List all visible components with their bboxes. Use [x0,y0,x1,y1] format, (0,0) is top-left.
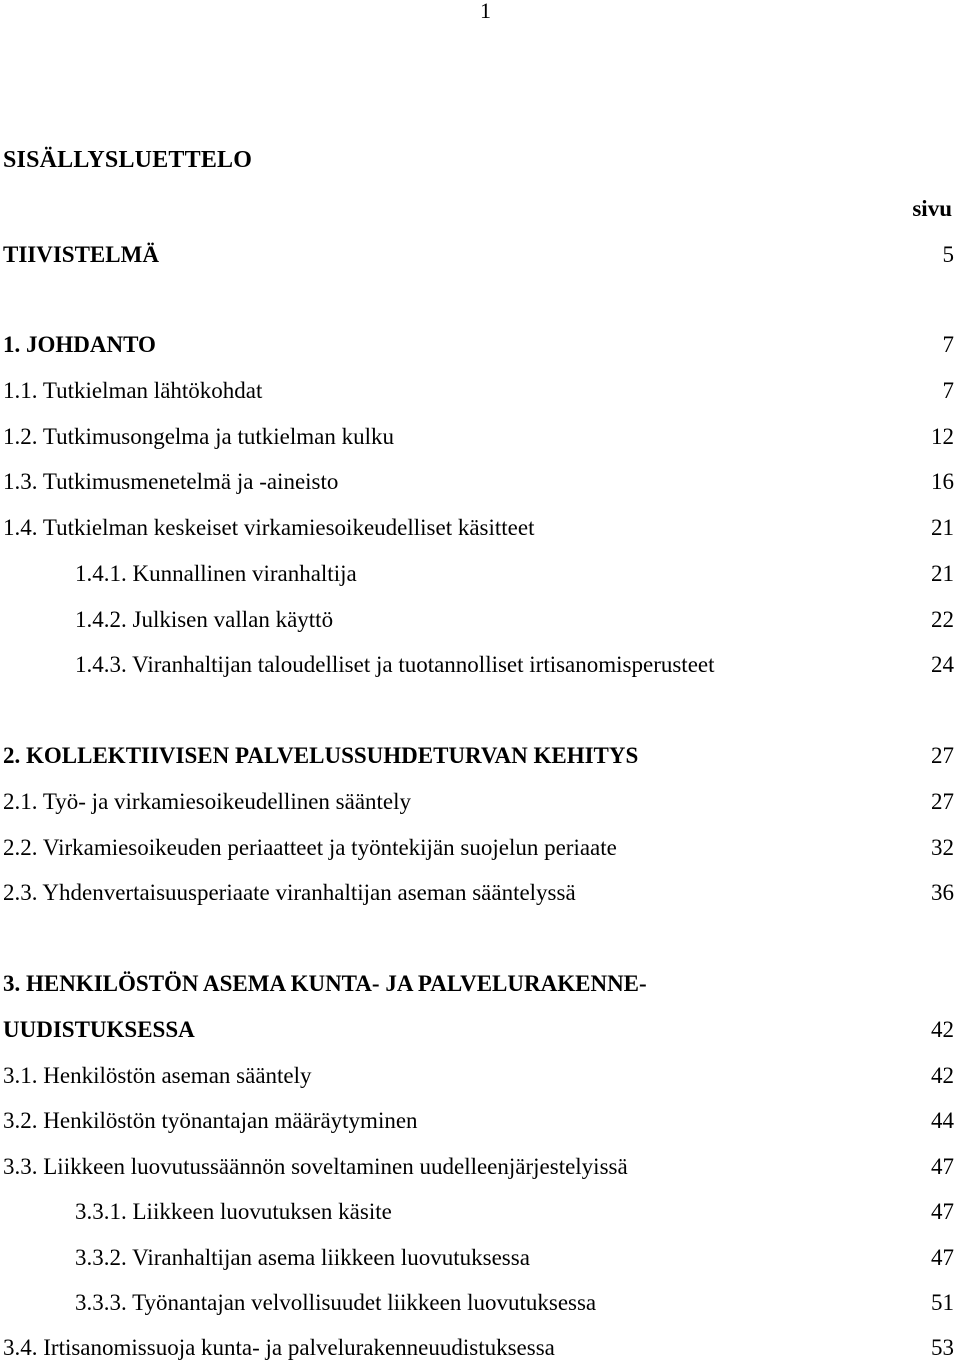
toc-entry[interactable] [0,605,954,635]
toc-entry-page: 47 [931,1154,954,1179]
toc-entry-page: 22 [931,607,954,632]
toc-entry[interactable] [0,878,954,908]
toc-entry-label: 1.4.2. Julkisen vallan käyttö [75,607,334,632]
toc-entry-label: 3.3.3. Työnantajan velvollisuudet liikkeen luovutuksessa [75,1290,597,1315]
toc-entry-label: 3.1. Henkilöstön aseman sääntely [3,1063,312,1088]
toc-entry-page: 42 [931,1017,954,1042]
toc-title: SISÄLLYSLUETTELO [3,147,253,173]
toc-entry-page: 27 [931,789,954,814]
toc-entry-page: 47 [931,1199,954,1224]
toc-entry-label: 1.3. Tutkimusmenetelmä ja -aineisto [3,469,339,494]
toc-entry-page: 42 [931,1063,954,1088]
toc-entry[interactable] [0,833,954,863]
toc-entry-label: 1.2. Tutkimusongelma ja tutkielman kulku [3,424,394,449]
toc-entry-label: 3.2. Henkilöstön työnantajan määräytyminen [3,1108,418,1133]
toc-entry-page: 21 [931,561,954,586]
toc-entry[interactable] [0,1243,954,1273]
toc-entry[interactable] [0,969,954,999]
toc-entry-page: 27 [931,743,954,768]
toc-entry-page: 5 [942,242,954,267]
toc-entry-page: 32 [931,835,954,860]
toc-entry[interactable] [0,1106,954,1136]
toc-entry[interactable] [0,330,954,360]
toc-entry-label: 3.4. Irtisanomissuoja kunta- ja palvelurakenneuudistuksessa [3,1335,555,1360]
toc-entry-label: 1. JOHDANTO [3,332,156,357]
toc-entry-page: 53 [931,1335,954,1360]
toc-entry[interactable] [0,422,954,452]
toc-entry[interactable] [0,467,954,497]
toc-entry[interactable] [0,1333,954,1363]
toc-entry-label: 3.3.1. Liikkeen luovutuksen käsite [75,1199,392,1224]
toc-entry-label: 1.4.1. Kunnallinen viranhaltija [75,561,357,586]
toc-entry-page: 44 [931,1108,954,1133]
page-number: 1 [480,0,491,23]
toc-entry-label: 2. KOLLEKTIIVISEN PALVELUSSUHDETURVAN KEHITYS [3,743,639,768]
toc-entry[interactable] [0,1061,954,1091]
toc-entry[interactable] [0,787,954,817]
toc-entry-label: UUDISTUKSESSA [3,1017,195,1042]
toc-entry-page: 7 [942,378,954,403]
toc-entry-label: 2.1. Työ- ja virkamiesoikeudellinen sääntely [3,789,412,814]
page-column-header: sivu [912,196,952,221]
toc-entry-page: 24 [931,652,954,677]
toc-entry-label: 1.4.3. Viranhaltijan taloudelliset ja tuotannolliset irtisanomisperusteet [75,652,715,677]
toc-entry-label: 2.3. Yhdenvertaisuusperiaate viranhaltijan aseman sääntelyssä [3,880,576,905]
toc-entry-label: TIIVISTELMÄ [3,242,159,267]
toc-entry[interactable] [0,650,954,680]
toc-entry-page: 51 [931,1290,954,1315]
toc-entry-page: 36 [931,880,954,905]
toc-entry[interactable] [0,1152,954,1182]
toc-entry-label: 3.3. Liikkeen luovutussäännön soveltaminen uudelleenjärjestelyissä [3,1154,628,1179]
toc-entry[interactable] [0,1288,954,1318]
toc-entry-label: 1.1. Tutkielman lähtökohdat [3,378,263,403]
toc-entry-label: 3. HENKILÖSTÖN ASEMA KUNTA- JA PALVELURAKENNE- [3,971,647,996]
toc-entry-label: 1.4. Tutkielman keskeiset virkamiesoikeudelliset käsitteet [3,515,535,540]
toc-entry[interactable] [0,240,954,270]
toc-entry-page: 16 [931,469,954,494]
toc-entry-page: 12 [931,424,954,449]
toc-entry-label: 3.3.2. Viranhaltijan asema liikkeen luovutuksessa [75,1245,530,1270]
toc-entry[interactable] [0,1015,954,1045]
toc-entry-page: 21 [931,515,954,540]
toc-entry-label: 2.2. Virkamiesoikeuden periaatteet ja työntekijän suojelun periaate [3,835,617,860]
toc-entry-page: 7 [942,332,954,357]
toc-entry-page: 47 [931,1245,954,1270]
toc-entry[interactable] [0,1197,954,1227]
toc-entry[interactable] [0,513,954,543]
toc-entry[interactable] [0,376,954,406]
toc-entry[interactable] [0,559,954,589]
toc-entry[interactable] [0,741,954,771]
